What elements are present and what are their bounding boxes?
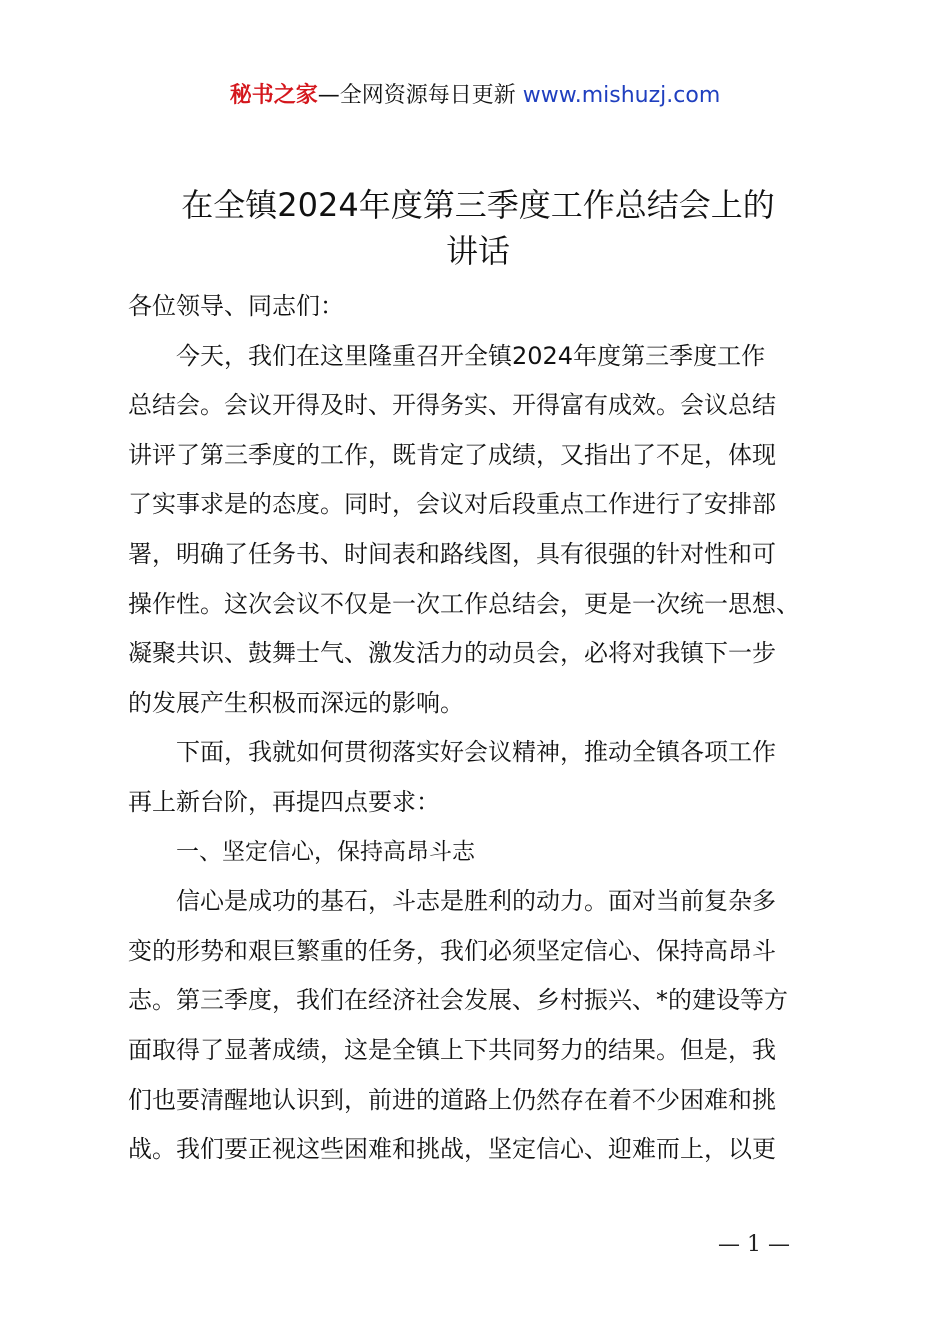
- body-text-line: 了实事求是的态度。同时，会议对后段重点工作进行了安排部: [128, 490, 776, 519]
- document-title-line-1: 在全镇2024年度第三季度工作总结会上的: [181, 186, 775, 224]
- body-text-line: 下面，我就如何贯彻落实好会议精神，推动全镇各项工作: [176, 738, 776, 767]
- page-number: — 1 —: [718, 1232, 790, 1257]
- document-title-line-2: 讲话: [445, 232, 510, 270]
- body-text-line: 信心是成功的基石，斗志是胜利的动力。面对当前复杂多: [176, 887, 776, 916]
- site-url-link[interactable]: www.mishuzj.com: [522, 83, 721, 108]
- site-brand: 秘书之家: [229, 83, 318, 108]
- body-text-line: 变的形势和艰巨繁重的任务，我们必须坚定信心、保持高昂斗: [128, 936, 776, 965]
- body-text-line: 再上新台阶，再提四点要求：: [128, 787, 440, 816]
- body-text-line: 总结会。会议开得及时、开得务实、开得富有成效。会议总结: [128, 391, 776, 420]
- body-text-line: 操作性。这次会议不仅是一次工作总结会，更是一次统一思想、: [128, 589, 800, 618]
- body-text-line: 们也要清醒地认识到，前进的道路上仍然存在着不少困难和挑: [128, 1085, 776, 1114]
- body-text-line: 战。我们要正视这些困难和挑战，坚定信心、迎难而上，以更: [128, 1135, 776, 1164]
- body-text-line: 面取得了显著成绩，这是全镇上下共同努力的结果。但是，我: [128, 1035, 776, 1064]
- body-text-line: 各位领导、同志们：: [128, 292, 344, 320]
- body-text-line: 志。第三季度，我们在经济社会发展、乡村振兴、*的建设等方: [128, 986, 788, 1015]
- body-text-line: 署，明确了任务书、时间表和路线图，具有很强的针对性和可: [128, 539, 776, 568]
- site-tagline: —全网资源每日更新: [317, 83, 523, 108]
- body-text-line: 今天，我们在这里隆重召开全镇2024年度第三季度工作: [176, 341, 766, 370]
- body-text-line: 凝聚共识、鼓舞士气、激发活力的动员会，必将对我镇下一步: [128, 639, 776, 668]
- document-title: [128, 182, 828, 274]
- body-text-line: 讲评了第三季度的工作，既肯定了成绩，又指出了不足，体现: [128, 440, 776, 469]
- body-text-line: 的发展产生积极而深远的影响。: [128, 688, 464, 717]
- section-heading: 一、坚定信心，保持高昂斗志: [176, 838, 475, 865]
- document-body: [128, 282, 838, 1175]
- site-header-banner: [0, 80, 950, 112]
